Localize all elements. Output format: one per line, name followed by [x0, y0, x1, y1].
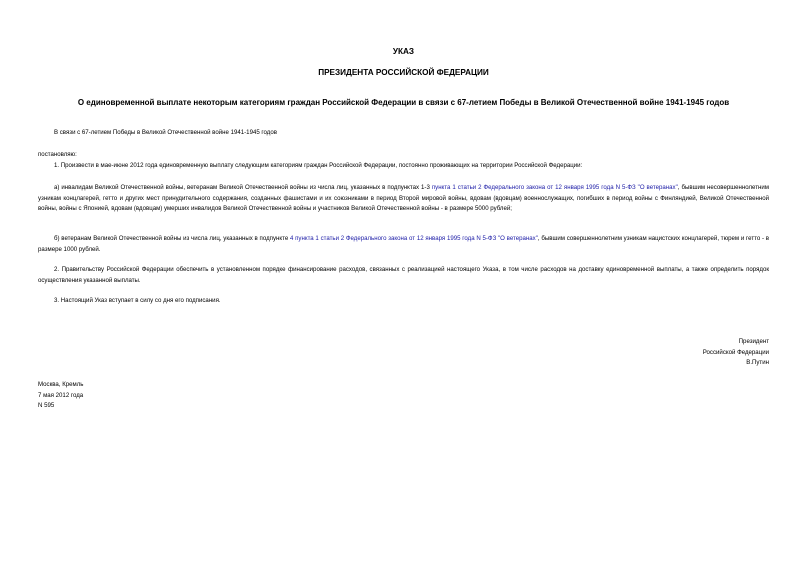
law-link-2[interactable]: 4 пункта 1 статьи 2 Федерального закона от 12 января 1995 года N 5-ФЗ "О ветеранах" [289, 235, 538, 242]
paragraph-2 [38, 265, 769, 286]
signature-block [600, 337, 769, 369]
footer-number: N 595 [38, 402, 55, 410]
paragraph-a-text-end: , бывшим несовершеннолетним узникам концлагерей, гетто и других мест принудительного содержания, созданных фашистами и их союзниками в период Второй мировой войны, вдовам (вдовцам) военнослужащих, погибших в период войны с Финляндией, Великой Отечественной войны, войны с Японией, вдовам (вдовцам) умерших инвалидов Великой Отечественной войны и участников Великой Отечественной войны - в размере 5000 рублей; [38, 184, 769, 213]
document-title: УКАЗ [392, 47, 415, 56]
intro-text: В связи с 67-летием Победы в Великой Отечественной войне 1941-1945 годов [54, 129, 277, 136]
paragraph-b-text-start: б) ветеранам Великой Отечественной войны из числа лиц, указанных в подпункте [54, 235, 290, 242]
paragraph-a [38, 183, 769, 215]
paragraph-a-text-start: а) инвалидам Великой Отечественной войны, ветеранам Великой Отечественной войны из числа лиц, указанных в подпунктах 1-3 [54, 184, 432, 191]
signature-title: Президент [738, 338, 769, 345]
document-footer [38, 380, 83, 412]
decree-word: постановляю: [38, 151, 77, 158]
signature-name: В.Путин [746, 359, 769, 367]
paragraph-1: 1. Произвести в мае-июне 2012 года единовременную выплату следующим категориям граждан Российской Федерации, постоянно проживающих на территории Российской Федерации: [54, 162, 583, 169]
paragraph-2-text: 2. Правительству Российской Федерации обеспечить в установленном порядке финансирование расходов, связанных с реализацией настоящего Указа, в том числе расходов на доставку единовременной выплаты, а также определить порядок осуществления указанной выплаты. [38, 266, 769, 284]
paragraph-b-text-end: , бывшим совершеннолетним узникам нацистских концлагерей, тюрем и гетто - в размере 1000 рублей. [38, 235, 770, 253]
document-subject: О единовременной выплате некоторым категориям граждан Российской Федерации в связи с 67-летием Победы в Великой Отечественной войне 1941-1945 годов [77, 98, 730, 107]
paragraph-b [38, 234, 769, 255]
signature-country: Российской Федерации [702, 348, 769, 356]
law-link-1[interactable]: пункта 1 статьи 2 Федерального закона от 12 января 1995 года N 5-ФЗ "О ветеранах" [431, 184, 678, 191]
paragraph-3: 3. Настоящий Указ вступает в силу со дня его подписания. [54, 297, 221, 304]
footer-place: Москва, Кремль [38, 381, 84, 388]
document-issuer: ПРЕЗИДЕНТА РОССИЙСКОЙ ФЕДЕРАЦИИ [318, 68, 489, 77]
footer-date: 7 мая 2012 года [38, 391, 84, 399]
